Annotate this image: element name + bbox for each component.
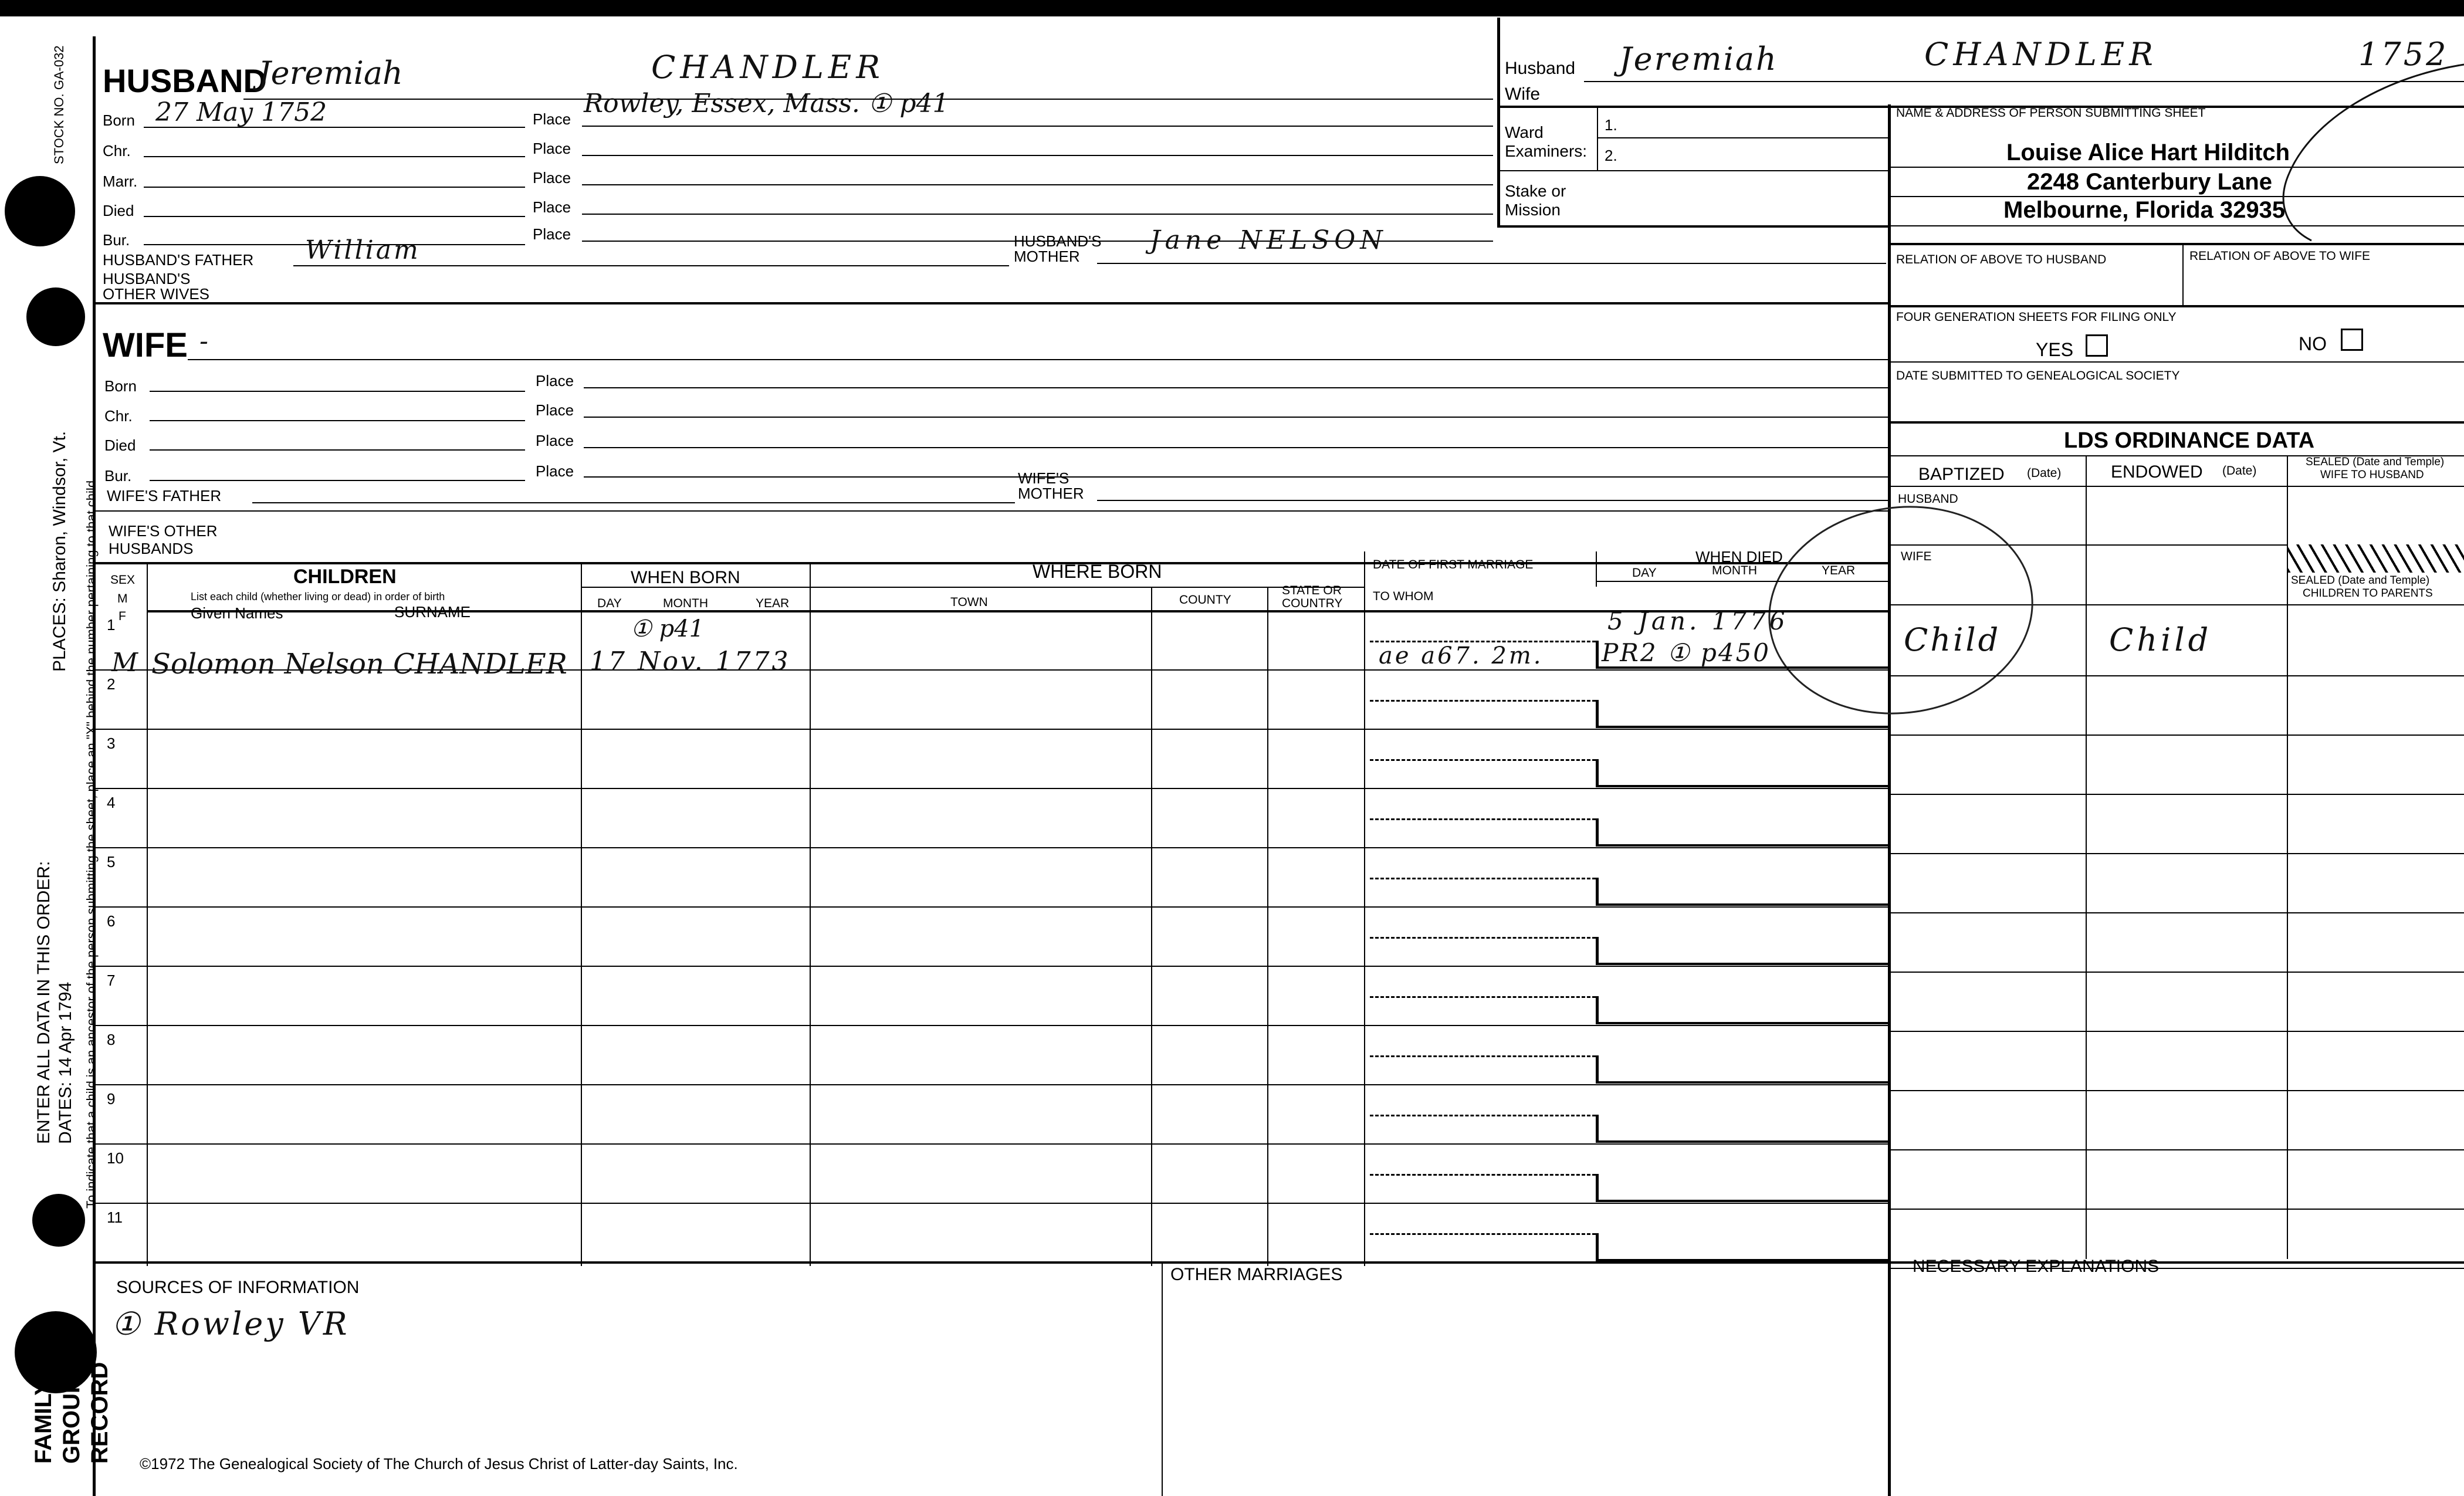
- wife-other-husbands-label-2: HUSBANDS: [109, 540, 194, 557]
- lds-hatched-box: [2288, 544, 2464, 573]
- ancestor-instruction: To indicate that a child is an ancestor of the person submitting the sheet, place an "X" behind the number pertaining to that child: [84, 480, 99, 1209]
- child1-name: Solomon Nelson CHANDLER: [151, 648, 567, 681]
- lds-child-row-line: [1888, 1090, 2464, 1091]
- lds-child-row-line: [1888, 675, 2464, 676]
- child-row-line: [93, 906, 1366, 908]
- wife-father-line: [252, 502, 1015, 503]
- husband-given-name: Jeremiah: [258, 55, 403, 92]
- tbl-col-names: [581, 562, 582, 1266]
- husband-label: HUSBAND: [103, 62, 267, 99]
- lds-child1-endowed: Child: [2109, 621, 2212, 658]
- child-row-number: 5: [107, 853, 116, 871]
- child1-born-ref: ① p41: [631, 615, 705, 642]
- child-row-line: [93, 1143, 1366, 1145]
- wife-chr-place-label: Place: [536, 401, 574, 419]
- copyright: ©1972 The Genealogical Society of The Church of Jesus Christ of Latter-day Saints, Inc.: [140, 1455, 738, 1473]
- child-to-whom-line: [1364, 1084, 1888, 1085]
- child-died-box: [1596, 878, 1888, 906]
- husband-mother: Jane NELSON: [1150, 225, 1387, 255]
- relation-divider: [2182, 243, 2184, 305]
- tbl-col-sex: [147, 562, 148, 1266]
- child-row-number: 4: [107, 794, 116, 811]
- tbl-when-born-label: WHEN BORN: [631, 568, 740, 587]
- relation-husband-label: RELATION OF ABOVE TO HUSBAND: [1896, 253, 2107, 266]
- lds-baptized-date-label: (Date): [2027, 466, 2062, 480]
- record-title-1: FAMILY: [31, 1380, 56, 1464]
- wife-chr-line: [150, 420, 525, 421]
- child-row-line: [93, 847, 1366, 848]
- husband-died-place-line: [582, 214, 1493, 215]
- rh-examiners-label: Examiners:: [1505, 142, 1588, 160]
- tbl-when-born-line: [581, 587, 1364, 588]
- tbl-first-marriage-label: DATE OF FIRST MARRIAGE: [1373, 558, 1534, 571]
- tbl-col-state: [1364, 551, 1365, 1266]
- wife-mother-label-2: MOTHER: [1018, 485, 1084, 502]
- tbl-when-died-label: WHEN DIED: [1695, 548, 1783, 566]
- tbl-m-label: M: [117, 592, 128, 605]
- child-row-line: [93, 729, 1366, 730]
- rh-husband-label: Husband: [1505, 59, 1576, 78]
- top-edge-band: [0, 0, 2464, 16]
- child-row-number: 8: [107, 1031, 116, 1048]
- husband-chr-line: [144, 156, 525, 157]
- husband-section-bottom: [93, 302, 1889, 304]
- husband-born-date: 27 May 1752: [155, 97, 327, 127]
- husband-mother-label-2: MOTHER: [1014, 248, 1080, 265]
- submitter-name: Louise Alice Hart Hilditch: [2006, 140, 2290, 165]
- child-died-box: [1596, 700, 1888, 728]
- hand-drawn-arc: [2241, 53, 2464, 246]
- tbl-f-label: F: [119, 610, 126, 623]
- lds-child-row-line: [1888, 853, 2464, 854]
- child-to-whom-line: [1364, 906, 1888, 908]
- husband-died-line: [144, 216, 525, 217]
- child-marriage-date-line: [1370, 1055, 1596, 1057]
- child-marriage-date-line: [1370, 1233, 1596, 1235]
- wife-born-line: [150, 391, 525, 392]
- wife-section-bottom: [93, 562, 1889, 564]
- child-marriage-date-line: [1370, 937, 1596, 939]
- relation-top: [1888, 243, 2464, 245]
- rh-ward-label: Ward: [1505, 123, 1544, 141]
- husband-mother-line: [1097, 263, 1886, 264]
- tbl-given-names-label: Given Names: [191, 604, 283, 622]
- child-to-whom-line: [1364, 1143, 1888, 1145]
- child-died-box: [1596, 1055, 1888, 1084]
- tbl-year-label: YEAR: [756, 597, 790, 610]
- wife-name: -: [199, 326, 208, 356]
- tbl-died-line: [1596, 581, 1888, 582]
- child-row-number: 2: [107, 675, 116, 693]
- child-to-whom-line: [1364, 1203, 1888, 1204]
- punch-hole-2: [26, 287, 85, 346]
- tbl-col-town: [1151, 587, 1152, 1266]
- lds-husband-row-label: HUSBAND: [1898, 492, 1958, 506]
- tbl-month-label: MONTH: [663, 597, 708, 610]
- stock-number: STOCK NO. GA-032: [52, 45, 66, 164]
- lds-child-row-line: [1888, 735, 2464, 736]
- lds-endowed-date-label: (Date): [2222, 464, 2257, 478]
- child-row-number: 7: [107, 972, 116, 989]
- enter-all-data: ENTER ALL DATA IN THIS ORDER:: [34, 861, 53, 1144]
- husband-died-label: Died: [103, 202, 134, 219]
- wife-died-line: [150, 449, 525, 451]
- child-died-box: [1596, 1233, 1888, 1261]
- child-row-number: 3: [107, 735, 116, 752]
- child-to-whom-line: [1364, 966, 1888, 967]
- lds-endowed-label: ENDOWED: [2111, 462, 2203, 482]
- rh-ex2-line: [1497, 170, 1888, 171]
- sources-label: SOURCES OF INFORMATION: [116, 1278, 360, 1297]
- wife-mother-label-1: WIFE'S: [1018, 469, 1069, 487]
- tbl-county-label: COUNTY: [1179, 593, 1231, 607]
- wife-other-husbands-label-1: WIFE'S OTHER: [109, 522, 218, 540]
- wife-father-label: WIFE'S FATHER: [107, 487, 222, 505]
- husband-marr-label: Marr.: [103, 172, 138, 190]
- child1-died-ref: PR2 ① p450: [1602, 638, 1771, 667]
- rh-year: 1752: [2358, 36, 2449, 73]
- husband-father: William: [305, 235, 421, 265]
- child-row-line: [93, 1203, 1366, 1204]
- husband-chr-place-label: Place: [533, 140, 571, 157]
- submitter-label: NAME & ADDRESS OF PERSON SUBMITTING SHEET: [1896, 106, 2206, 120]
- tbl-col-county: [1267, 587, 1268, 1266]
- child-to-whom-line: [1364, 669, 1888, 671]
- husband-chr-place-line: [582, 155, 1493, 156]
- lds-col-divider-1: [2086, 455, 2087, 1259]
- lds-title: LDS ORDINANCE DATA: [2064, 428, 2315, 453]
- four-gen-bottom: [1888, 361, 2464, 363]
- lds-sealed-label-1: SEALED (Date and Temple): [2306, 456, 2445, 468]
- child-marriage-date-line: [1370, 759, 1596, 761]
- child-marriage-date-line: [1370, 818, 1596, 820]
- lds-child1-baptized: Child: [1904, 621, 2001, 658]
- wife-born-place-line: [584, 387, 1888, 388]
- husband-father-label: HUSBAND'S FATHER: [103, 251, 254, 269]
- wife-died-place-label: Place: [536, 432, 574, 449]
- husband-surname: CHANDLER: [651, 49, 885, 86]
- lds-child-row-line: [1888, 1209, 2464, 1210]
- wife-section-rule: [93, 510, 1888, 512]
- child-to-whom-line: [1364, 1025, 1888, 1026]
- child-row-line: [93, 1025, 1366, 1026]
- yes-checkbox[interactable]: [2086, 334, 2108, 357]
- child-row-number: 10: [107, 1149, 124, 1167]
- wife-bur-line: [150, 480, 525, 481]
- lds-sealed-label-2: WIFE TO HUSBAND: [2320, 469, 2424, 481]
- child1-sex: M: [111, 648, 138, 678]
- child1-marriage: ae a67. 2m.: [1379, 642, 1544, 669]
- husband-other-wives-label-2: OTHER WIVES: [103, 285, 210, 303]
- tbl-to-whom-label: TO WHOM: [1373, 590, 1434, 603]
- dates-order: DATES: 14 Apr 1794: [56, 981, 75, 1144]
- lds-wife-row-label: WIFE: [1901, 550, 1932, 563]
- rh-ex1: 1.: [1605, 116, 1617, 134]
- tbl-sex-label: SEX: [110, 573, 136, 587]
- child-died-box: [1596, 818, 1888, 847]
- child-row-number: 6: [107, 912, 116, 930]
- wife-bur-label: Bur.: [104, 467, 132, 485]
- rh-stake-label: Stake or: [1505, 182, 1566, 200]
- tbl-state-label-1: STATE OR: [1282, 584, 1342, 597]
- lds-child-row-line: [1888, 1149, 2464, 1150]
- husband-died-place-label: Place: [533, 198, 571, 216]
- child1-born: 17 Nov. 1773: [590, 647, 791, 676]
- tbl-col-born: [810, 562, 811, 1266]
- rh-ex2: 2.: [1605, 147, 1617, 164]
- child-marriage-date-line: [1370, 878, 1596, 879]
- husband-born-place-label: Place: [533, 110, 571, 128]
- child-to-whom-line: [1364, 788, 1888, 789]
- lds-child-row-line: [1888, 912, 2464, 913]
- explanations-label: NECESSARY EXPLANATIONS: [1913, 1257, 2160, 1276]
- record-title-2: GROUP: [59, 1377, 84, 1464]
- wife-bur-place-label: Place: [536, 462, 574, 480]
- wife-born-label: Born: [104, 377, 137, 395]
- child-row-number: 1: [107, 616, 116, 634]
- tbl-died-day-label: DAY: [1632, 566, 1657, 580]
- punch-hole-1: [5, 176, 75, 246]
- husband-marr-place-label: Place: [533, 169, 571, 187]
- punch-hole-3: [32, 1194, 85, 1247]
- wife-bur-place-line: [584, 476, 1888, 478]
- child-row-line: [93, 788, 1366, 789]
- no-checkbox[interactable]: [2341, 329, 2363, 351]
- lds-baptized-label: BAPTIZED: [1918, 465, 2005, 484]
- child-marriage-date-line: [1370, 700, 1596, 702]
- child-marriage-date-line: [1370, 1115, 1596, 1116]
- yes-label: YES: [2036, 339, 2074, 360]
- husband-bur-label: Bur.: [103, 231, 130, 249]
- child-died-box: [1596, 759, 1888, 787]
- child-marriage-date-line: [1370, 996, 1596, 998]
- relation-wife-label: RELATION OF ABOVE TO WIFE: [2189, 249, 2371, 263]
- tbl-surname-label: SURNAME: [394, 603, 471, 621]
- child-died-box: [1596, 937, 1888, 965]
- record-title-3: RECORD: [87, 1362, 113, 1464]
- wife-name-line: [188, 359, 1888, 360]
- header-box-divider: [1497, 18, 1500, 226]
- tbl-died-month-label: MONTH: [1712, 564, 1757, 577]
- rh-husband-given: Jeremiah: [1619, 40, 1778, 77]
- wife-chr-label: Chr.: [104, 407, 133, 425]
- tbl-town-label: TOWN: [950, 595, 988, 609]
- wife-died-label: Died: [104, 436, 136, 454]
- tbl-children-sub: List each child (whether living or dead) in order of birth: [191, 591, 445, 603]
- child1-died: 5 Jan. 1776: [1607, 607, 1789, 635]
- lds-sealed-children-2: CHILDREN TO PARENTS: [2303, 587, 2433, 600]
- husband-father-line: [293, 265, 1009, 266]
- tbl-day-label: DAY: [597, 597, 622, 610]
- submitter-street: 2248 Canterbury Lane: [2027, 169, 2272, 195]
- no-label: NO: [2299, 333, 2327, 354]
- child-died-box: [1596, 1115, 1888, 1143]
- child-row-line: [93, 1084, 1366, 1085]
- child-died-box: [1596, 996, 1888, 1024]
- husband-born-place-line: [582, 126, 1493, 127]
- sources-text: ① Rowley VR: [111, 1305, 350, 1342]
- child-marriage-date-line: [1370, 1174, 1596, 1176]
- rh-husband-surname: CHANDLER: [1924, 36, 2158, 73]
- lds-child-row-line: [1888, 972, 2464, 973]
- left-frame-line: [93, 36, 96, 1496]
- wife-died-place-line: [584, 447, 1888, 448]
- husband-born-place: Rowley, Essex, Mass. ① p41: [584, 89, 949, 119]
- relation-bottom: [1888, 305, 2464, 307]
- rh-mission-label: Mission: [1505, 201, 1561, 219]
- child-to-whom-line: [1364, 847, 1888, 848]
- husband-marr-place-line: [582, 184, 1493, 185]
- wife-chr-place-line: [584, 417, 1888, 418]
- wife-born-place-label: Place: [536, 372, 574, 390]
- tbl-where-born-label: WHERE BORN: [1033, 561, 1162, 582]
- tbl-died-year-label: YEAR: [1822, 564, 1856, 577]
- husband-born-label: Born: [103, 111, 135, 129]
- date-submitted-bottom: [1888, 421, 2464, 424]
- footer-divider-1: [1162, 1261, 1163, 1496]
- lds-child-row-line: [1888, 794, 2464, 795]
- husband-chr-label: Chr.: [103, 142, 131, 160]
- lds-col-divider-2: [2287, 455, 2288, 1259]
- lds-sealed-children-1: SEALED (Date and Temple): [2291, 574, 2430, 587]
- rh-ex1-line: [1597, 137, 1888, 138]
- husband-mother-label-1: HUSBAND'S: [1014, 232, 1102, 250]
- husband-marr-line: [144, 187, 525, 188]
- husband-other-wives-label-1: HUSBAND'S: [103, 270, 191, 287]
- four-gen-label: FOUR GENERATION SHEETS FOR FILING ONLY: [1896, 310, 2177, 324]
- wife-label: WIFE: [103, 326, 188, 364]
- right-panel-divider: [1888, 104, 1891, 1496]
- places-order: PLACES: Sharon, Windsor, Vt.: [50, 431, 69, 672]
- lds-child-row-line: [1888, 1031, 2464, 1032]
- child-died-box: [1596, 1174, 1888, 1202]
- child-row-number: 9: [107, 1090, 116, 1108]
- date-submitted-label: DATE SUBMITTED TO GENEALOGICAL SOCIETY: [1896, 369, 2180, 383]
- tbl-state-label-2: COUNTRY: [1282, 597, 1343, 610]
- tbl-children-title: CHILDREN: [293, 566, 397, 588]
- husband-bur-place-label: Place: [533, 225, 571, 243]
- child-row-line: [93, 966, 1366, 967]
- child-to-whom-line: [1364, 729, 1888, 730]
- child-row-number: 11: [107, 1209, 123, 1226]
- rh-box-bottom: [1497, 225, 1888, 228]
- submitter-city: Melbourne, Florida 32935: [2003, 197, 2286, 223]
- rh-wife-label: Wife: [1505, 84, 1540, 104]
- other-marriages-label: OTHER MARRIAGES: [1170, 1265, 1343, 1284]
